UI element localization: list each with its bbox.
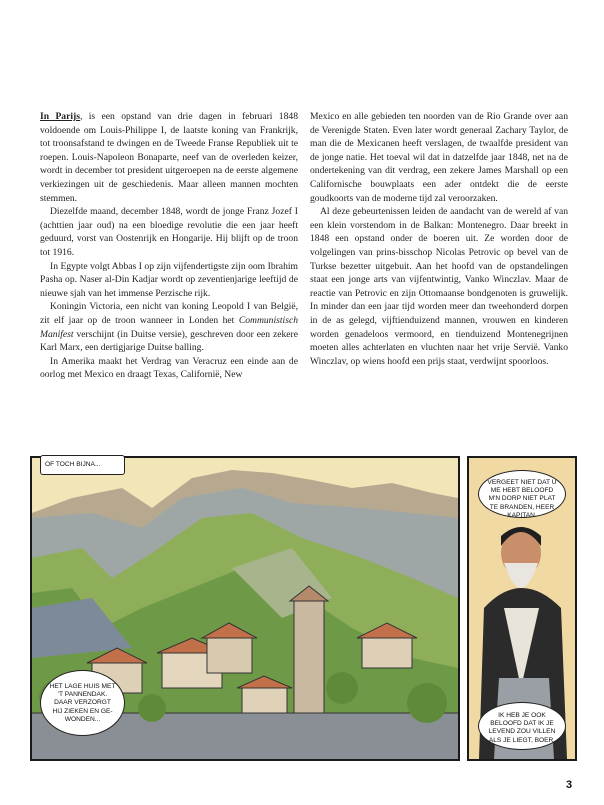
manifest-title: Communistisch Manifest [40, 314, 298, 340]
page-number: 3 [566, 779, 573, 791]
paragraph-mexico: Mexico en alle gebieden ten noorden van de Rio Grande over aan de Verenigde Staten. Even later wordt generaal Zachary Taylor, de man die de Mexicanen heeft verslagen, de twaalfde president van de jonge natie. Het toeval wil dat in datzelfde jaar 1848, net na de ondertekening van dit verdrag, een zekere James Marshall op een Californische bouwplaats een ader ontdekt die de eerste goudkoorts van de moderne tijd zal veroorzaken. [310, 111, 568, 204]
paragraph-egypte: In Egypte volgt Abbas I op zijn vijfendertigste zijn oom Ibrahim Pasha op. Naser al-Din Kadjar wordt op zeventienjarige leeftijd de nieuwe sjah van het immense Perzische rijk. [40, 260, 298, 299]
paragraph-amerika: In Amerika maakt het Verdrag van Veracruz een einde aan de oorlog met Mexico en draagt Texas, Californië, New [40, 355, 298, 381]
text-column-left [40, 110, 298, 382]
paragraph-victoria: Koningin Victoria, een nicht van koning Leopold I van België, zit elf jaar op de troon wanneer in Londen het Communistisch Manifest verschijnt (in Duitse versie), geschreven door een zekere Karl Marx, een dertigjarige Duitse balling. [40, 301, 298, 354]
speech-bubble-of-toch-bijna: OF TOCH BIJNA... [40, 455, 125, 475]
speech-bubble-lage-huis: HET LAGE HUIS MET 'T PANNENDAK. DAAR VERZORGT HIJ ZIEKEN EN GE-WONDEN... [40, 670, 125, 736]
speech-bubble-levend-villen: IK HEB JE OOK BELOOFD DAT IK JE LEVEND ZOU VILLEN ALS JE LIEGT, BOER. [478, 702, 566, 750]
speech-bubble-vergeet-niet: VERGEET NIET DAT U ME HEBT BELOOFD M'N DORP NIET PLAT TE BRANDEN, HEER KAPITAN. [478, 470, 566, 518]
paragraph-franz-jozef: Diezelfde maand, december 1848, wordt de jonge Franz Jozef I (achttien jaar oud) na een bloedige revolutie die een jaar heeft geduurd, vorst van Oostenrijk en Hongarije. Hij blijft op de troon tot 1916. [40, 206, 298, 258]
paragraph-paris: In Parijs, is een opstand van drie dagen in februari 1848 voldoende om Louis-Philippe I, de laatste koning van Frankrijk, tot troonsafstand te dwingen en de Tweede Franse Republiek uit te roepen. Louis-Napoleon Bonaparte, neef van de overleden keizer, wordt in december tot president uitgeroepen na de eerste algemene verkiezingen uit de geschiedenis. Maar alleen mannen mochten stemmen. [40, 111, 298, 204]
lead-in-paris: In Parijs [40, 111, 80, 122]
text-column-right [310, 110, 568, 368]
paragraph-montenegro: Al deze gebeurtenissen leiden de aandacht van de wereld af van een klein vorstendom in de Balkan: Montenegro. Daar breekt in 1848 een opstand onder de boeren uit. Ze worden door de volgelingen van prins-bisschop Nicolas Petrovic op bevel van de Turkse bezetter uitgebuit. Aan het hoofd van de opstandelingen staat een jonge arts van vijfentwintig, Vanko Winczlav. Maar de reactie van Petrovic en zijn Ottomaanse bondgenoten is gruwelijk. In minder dan een jaar tijd worden meer dan tweehonderd dorpen in de as gelegd, vijftienduizend mannen, vrouwen en kinderen worden genadeloos vermoord, en tienduizend Montenegrijnen moeten alles achterlaten en vluchten naar het vrije Servië. Vanko Winczlav, op wiens hoofd een prijs staat, verdwijnt spoorloos. [310, 206, 568, 367]
